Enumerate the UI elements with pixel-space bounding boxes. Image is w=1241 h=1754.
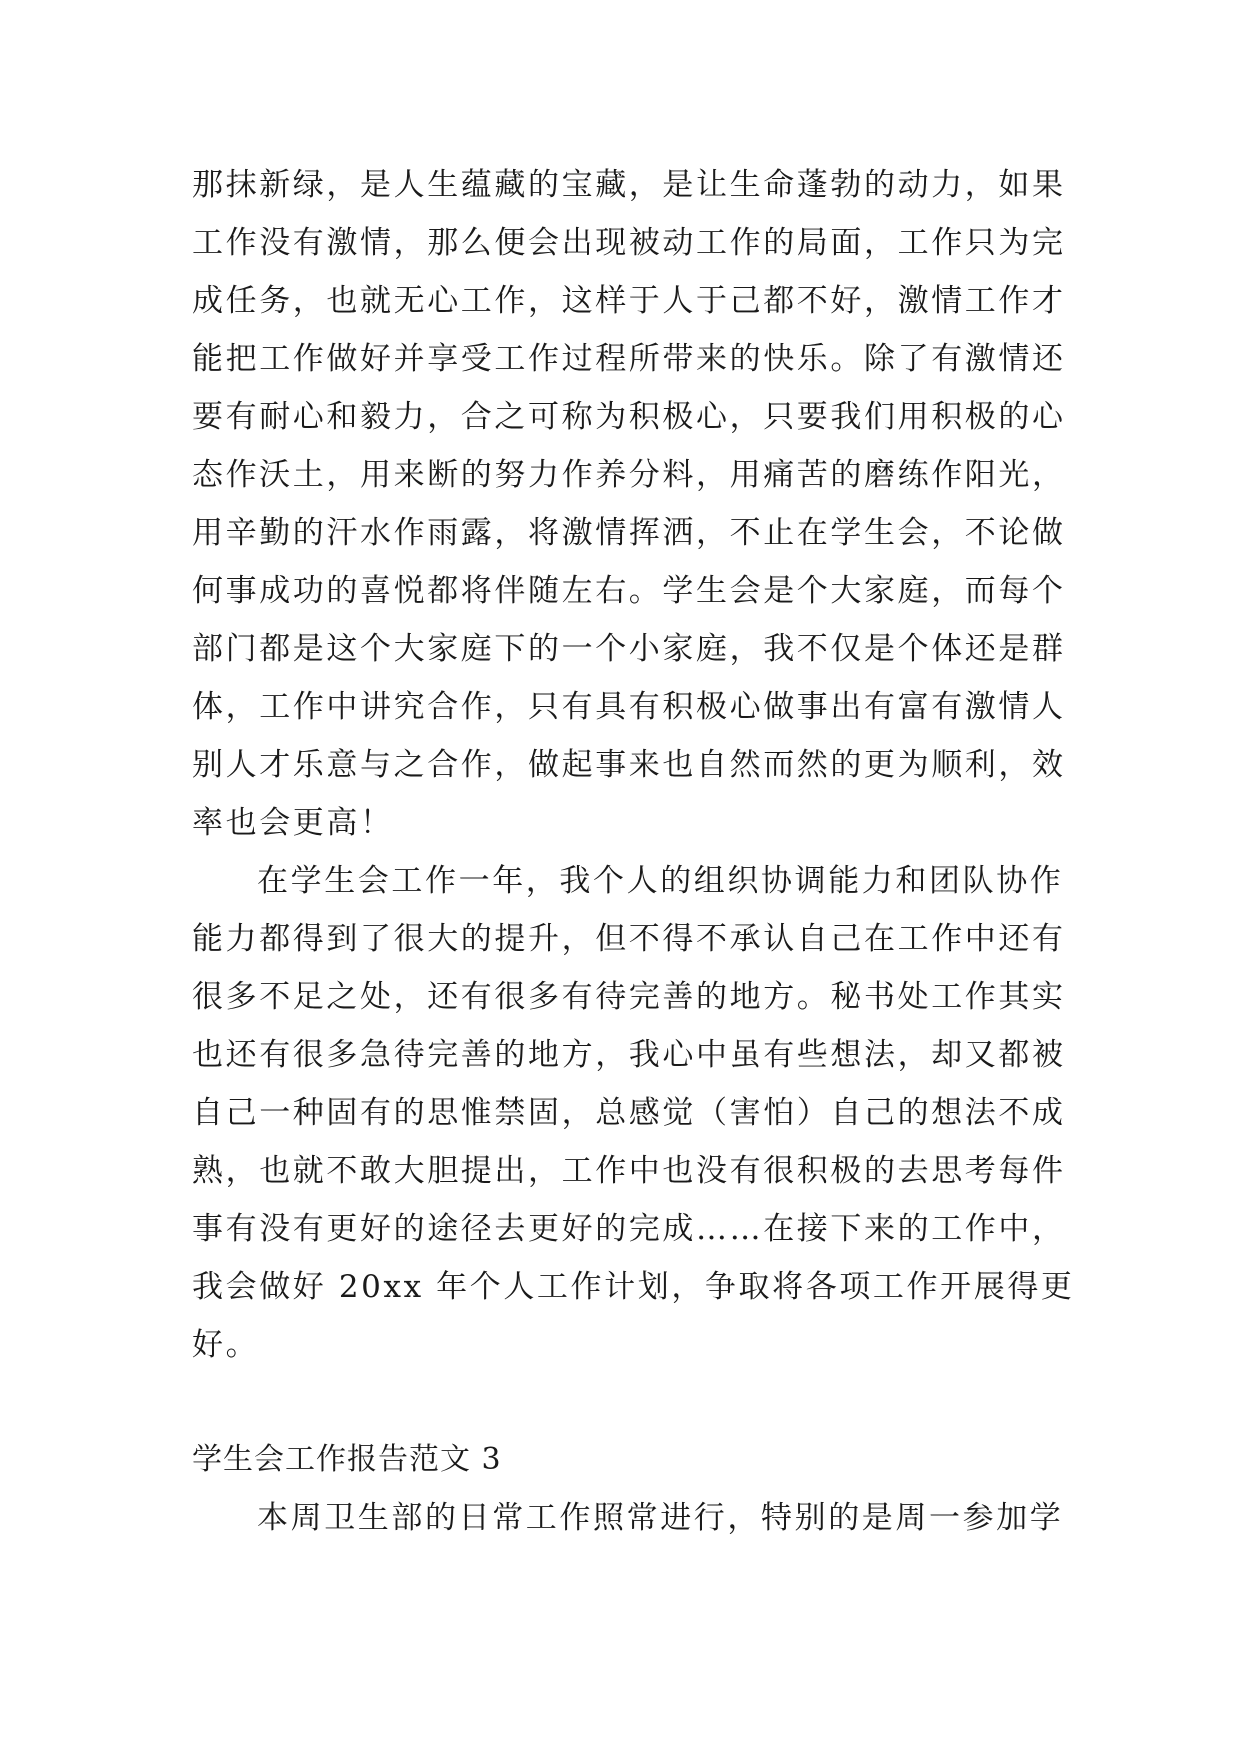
text-line: 部门都是这个大家庭下的一个小家庭，我不仅是个体还是群 [192, 631, 1066, 667]
text-line: 在学生会工作一年，我个人的组织协调能力和团队协作 [257, 863, 1064, 899]
text-line: 态作沃土，用来断的努力作养分料，用痛苦的磨练作阳光， [192, 457, 1066, 493]
text-line: 能力都得到了很大的提升，但不得不承认自己在工作中还有 [192, 921, 1066, 957]
text-line: 那抹新绿，是人生蕴藏的宝藏，是让生命蓬勃的动力，如果 [192, 167, 1066, 203]
section-heading: 学生会工作报告范文 3 [192, 1442, 502, 1477]
text-line: 用辛勤的汗水作雨露，将激情挥洒，不止在学生会，不论做 [192, 515, 1066, 551]
text-line: 本周卫生部的日常工作照常进行，特别的是周一参加学 [257, 1500, 1064, 1536]
text-line: 别人才乐意与之合作，做起事来也自然而然的更为顺利，效 [192, 747, 1066, 783]
text-line: 我会做好 20xx 年个人工作计划，争取将各项工作开展得更 [192, 1269, 1075, 1305]
text-line: 能把工作做好并享受工作过程所带来的快乐。除了有激情还 [192, 341, 1066, 377]
text-line: 很多不足之处，还有很多有待完善的地方。秘书处工作其实 [192, 979, 1066, 1015]
text-line: 也还有很多急待完善的地方，我心中虽有些想法，却又都被 [192, 1037, 1066, 1073]
text-line: 成任务，也就无心工作，这样于人于己都不好，激情工作才 [192, 283, 1066, 319]
text-line: 熟，也就不敢大胆提出，工作中也没有很积极的去思考每件 [192, 1153, 1066, 1189]
text-line: 事有没有更好的途径去更好的完成……在接下来的工作中， [192, 1211, 1066, 1247]
text-line: 自己一种固有的思惟禁固，总感觉（害怕）自己的想法不成 [192, 1095, 1066, 1131]
text-line: 要有耐心和毅力，合之可称为积极心，只要我们用积极的心 [192, 399, 1066, 435]
text-line: 工作没有激情，那么便会出现被动工作的局面，工作只为完 [192, 225, 1066, 261]
text-line: 率也会更高！ [192, 805, 394, 841]
text-line: 何事成功的喜悦都将伴随左右。学生会是个大家庭，而每个 [192, 573, 1066, 609]
text-line: 体，工作中讲究合作，只有具有积极心做事出有富有激情人 [192, 689, 1066, 725]
text-line: 好。 [192, 1327, 260, 1363]
